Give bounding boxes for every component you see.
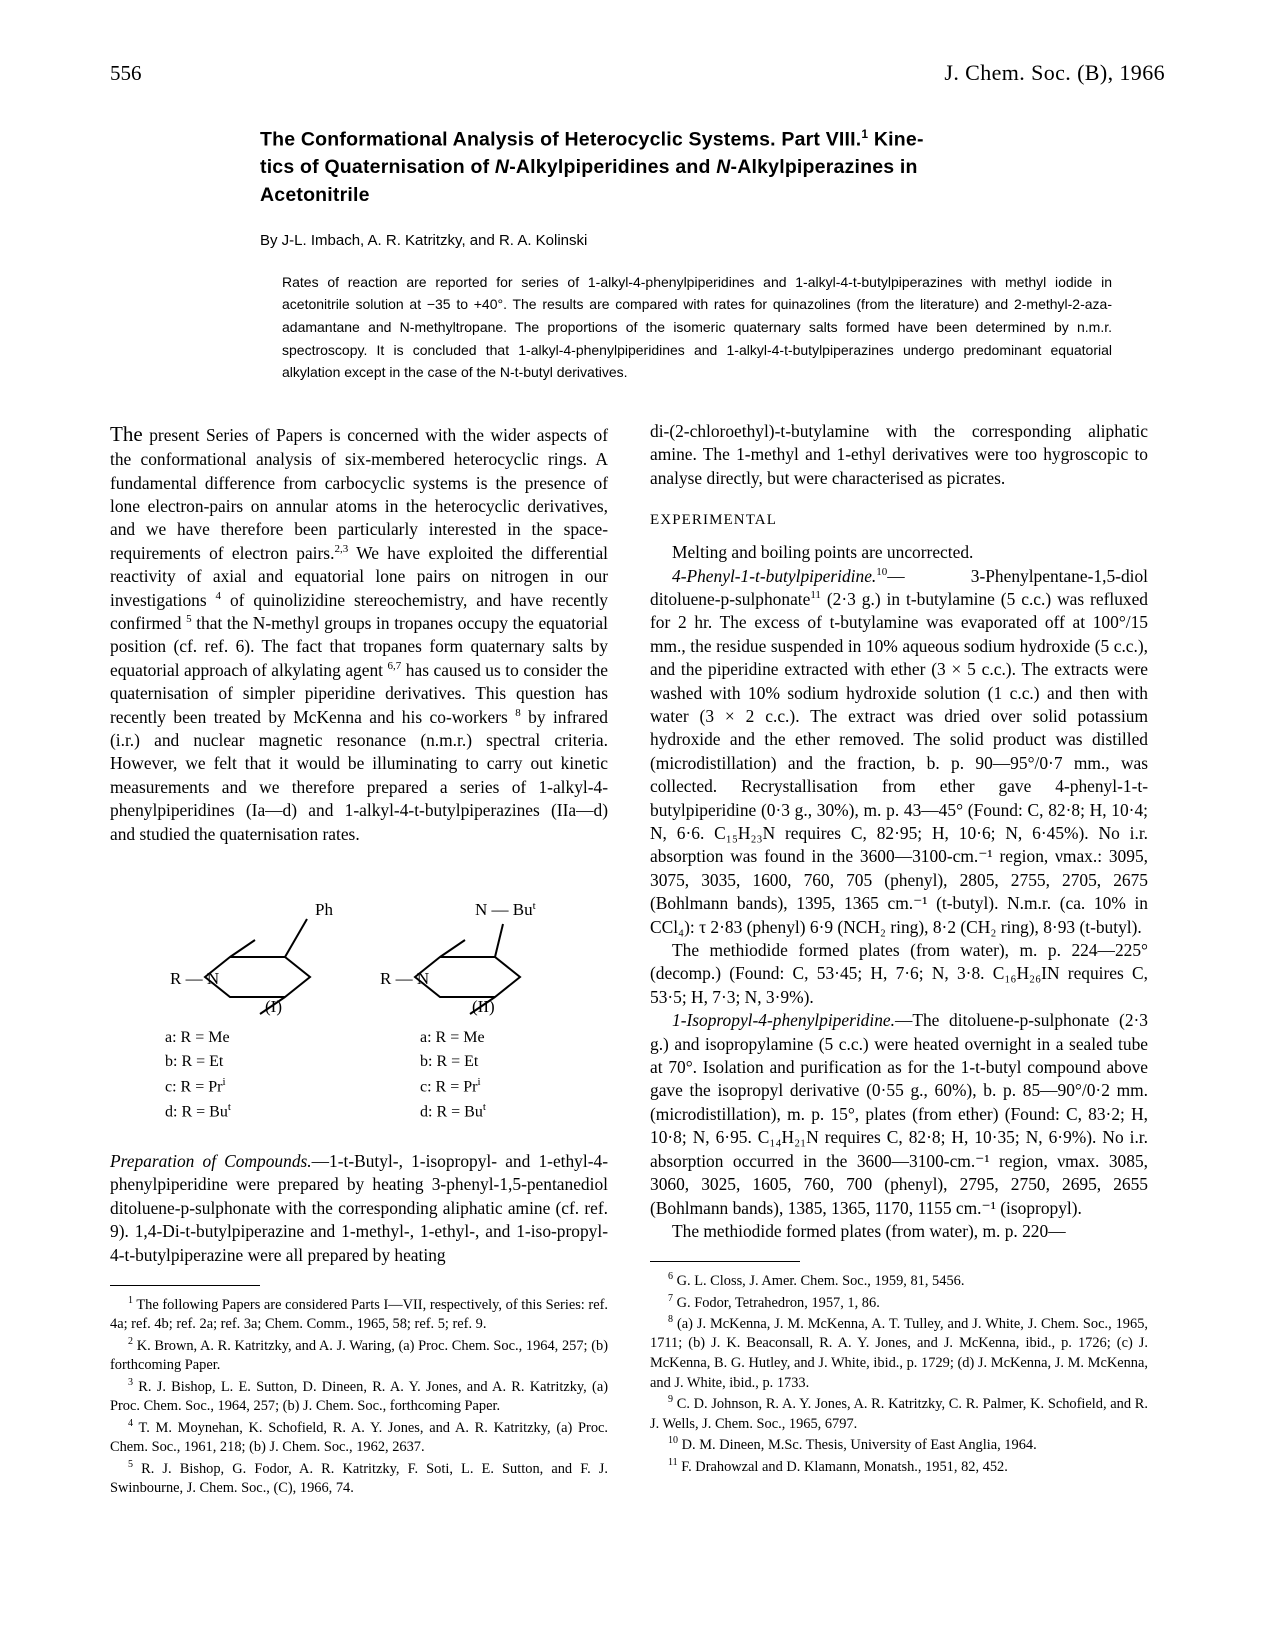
title-line2-n2: N xyxy=(716,156,731,179)
footnote-text: F. Drahowzal and D. Klamann, Monatsh., 1951, 82, 452. xyxy=(681,1458,1008,1475)
scheme-legends xyxy=(110,1026,635,1125)
label-roman-I: (I) xyxy=(265,997,282,1017)
footnote-marker: 1 xyxy=(128,1295,133,1307)
footnote xyxy=(110,1376,608,1417)
title-line1: The Conformational Analysis of Heterocyclic Systems. Part VIII. xyxy=(260,128,862,151)
legend-item xyxy=(165,1099,380,1124)
legend-key: a: xyxy=(165,1029,177,1047)
page-title xyxy=(260,126,1120,210)
byline: By J-L. Imbach, A. R. Katritzky, and R. A. Kolinski xyxy=(260,231,588,249)
legend-key: c: xyxy=(420,1078,432,1096)
title-block xyxy=(260,126,1120,384)
footnotes-right xyxy=(650,1270,1148,1477)
footnote-text: The following Papers are considered Parts I—VII, respectively, of this Series: ref. 4a; ref. 4b; ref. 2a; ref. 3a; Chem. Comm., 1965, 58; ref. 5; ref. 9. xyxy=(110,1296,608,1333)
legend-item xyxy=(420,1099,635,1124)
legend-key: c: xyxy=(165,1078,177,1096)
paragraph-preparation-text: —1-t-Butyl-, 1-isopropyl- and 1-ethyl-4-phenylpiperidine were prepared by heating 3-phenyl-1,5-pentanediol ditoluene-p-sulphonate with the corresponding aliphatic amine (cf. ref. 9). 1,4-Di-t-butylpiperazine and 1-methyl-, 1-ethyl-, and 1-iso-propyl-4-t-butylpiperazine were all prepared by heating xyxy=(110,1151,608,1265)
footnote-text: G. L. Closs, J. Amer. Chem. Soc., 1959, 81, 5456. xyxy=(676,1273,965,1290)
run-in-heading: Preparation of Compounds. xyxy=(110,1151,312,1172)
legend-value: R = Me xyxy=(435,1029,485,1047)
footnote-marker: 3 xyxy=(128,1377,133,1388)
paragraph-isopropyl-phenylpiperidine xyxy=(650,1009,1148,1220)
label-roman-II: (II) xyxy=(472,997,495,1017)
ref-marker-5: 5 xyxy=(186,613,192,626)
label-n-but: N — Bu$^t$ xyxy=(475,900,536,920)
footnote-marker: 11 xyxy=(668,1456,678,1468)
footnote xyxy=(650,1456,1148,1477)
footnote-marker: 2 xyxy=(128,1336,133,1348)
ref-marker-2-3: 2,3 xyxy=(334,542,349,555)
label-rn-left: R — N xyxy=(170,969,220,989)
label-ph: Ph xyxy=(315,900,333,920)
structure-II-substituent xyxy=(495,924,503,957)
paragraph-text: —The ditoluene-p-sulphonate (2·3 g.) and isopropylamine (5 c.c.) were heated overnight in a sealed tube at 70°. Isolation and purification as for the 1-t-butyl compound above gave the isopropyl derivative (0·55 g., 60%), b. p. 85—90°/0·2 mm. (microdistillation), m. p. 15°, plates (from ether) (Found: C, 83·2; H, 10·8; N, 6·95. C₁₄H₂₁N requires C, 82·8; H, 10·35; N, 6·9%). No i.r. absorption occurred in the 3600—3100-cm.⁻¹ region, νmax. 3085, 3060, 3025, 1605, 760, 700 (phenyl), 2795, 2750, 2695, 2655 (Bohlmann bands), 1385, 1365, 1170, 1155 cm.⁻¹ (isopropyl). xyxy=(650,1010,1148,1218)
legend-sup: t xyxy=(227,1101,231,1114)
legend-I xyxy=(165,1026,380,1125)
footnote-marker: 5 xyxy=(128,1458,133,1470)
journal-citation: J. Chem. Soc. (B), 1966 xyxy=(944,60,1165,85)
section-heading-experimental: EXPERIMENTAL xyxy=(650,512,777,529)
ref-marker-4: 4 xyxy=(215,589,222,602)
legend-key: b: xyxy=(420,1053,433,1071)
run-in-heading: 4-Phenyl-1-t-butylpiperidine. xyxy=(672,565,877,586)
footnote-marker: 7 xyxy=(668,1292,673,1304)
paragraph-text-b: (2·3 g.) in t-butylamine (5 c.c.) was refluxed for 2 hr. The excess of t-butylamine was evaporated off at 100°/15 mm., the residue suspended in 10% aqueous sodium hydroxide (5 c.c.), and the piperidine extracted with ether (3 × 5 c.c.). The extracts were washed with 10% sodium hydroxide solution (1 c.c.) and then with water (3 × 2 c.c.). The extract was dried over solid potassium hydroxide and the ether removed. The solid product was distilled (microdistillation) and the fraction, b. p. 90—95°/0·7 mm., was collected. Recrystallisation from ether gave 4-phenyl-1-t-butylpiperidine (0·3 g., 30%), m. p. 43—45° (Found: C, 82·8; H, 10·4; N, 6·6. C₁₅H₂₃N requires C, 82·95; H, 10·6; N, 6·45%). No i.r. absorption was found in the 3600—3100-cm.⁻¹ region, νmax.: 3095, 3075, 3035, 1600, 760, 705 (phenyl), 2805, 2755, 2705, 2675 (Bohlmann bands), 1395, 1365 cm.⁻¹ (t-butyl). N.m.r. (ca. 10% in CCl₄): τ 2·83 (phenyl) 6·9 (NCH₂ ring), 8·2 (CH₂ ring), 8·93 (t-butyl). xyxy=(650,588,1148,937)
legend-value: R = Me xyxy=(180,1029,230,1047)
title-line2a: tics of Quaternisation of xyxy=(260,156,495,179)
title-footnote-marker: 1 xyxy=(861,127,869,141)
footnote-marker: 4 xyxy=(128,1417,133,1429)
footnote-text: D. M. Dineen, M.Sc. Thesis, University of East Anglia, 1964. xyxy=(681,1436,1037,1453)
footnote xyxy=(110,1417,608,1458)
body-columns xyxy=(110,420,1165,1499)
footnote xyxy=(110,1294,608,1335)
ref-marker-6-7: 6,7 xyxy=(387,660,402,673)
legend-key: b: xyxy=(165,1053,178,1071)
legend-value: R = Et xyxy=(436,1053,479,1071)
footnote-text: K. Brown, A. R. Katritzky, and A. J. Waring, (a) Proc. Chem. Soc., 1964, 257; (b) forthcoming Paper. xyxy=(110,1337,608,1374)
legend-value: R = Et xyxy=(181,1053,224,1071)
paragraph-preparation xyxy=(110,1150,608,1267)
structure-I-ring xyxy=(205,940,310,1017)
paragraph-methiodide-2: The methiodide formed plates (from water), m. p. 220— xyxy=(672,1220,1066,1241)
title-line2c: -Alkylpiperazines in xyxy=(730,156,918,179)
footnote xyxy=(110,1335,608,1376)
legend-sup: i xyxy=(477,1076,481,1089)
paragraph-intro-text-e: has caused us to consider the quaternisation of simpler piperidine derivatives. This question has recently been treated by McKenna and his co-workers xyxy=(110,659,608,727)
footnote xyxy=(650,1434,1148,1455)
run-in-heading: 1-Isopropyl-4-phenylpiperidine. xyxy=(672,1010,895,1031)
paragraph-intro-text-d: that the N-methyl groups in tropanes occupy the equatorial position (cf. ref. 6). The fact that tropanes form quaternary salts by equatorial approach of alkylating agent xyxy=(110,613,608,680)
legend-key: d: xyxy=(165,1103,178,1121)
footnote xyxy=(650,1270,1148,1291)
ref-marker-8: 8 xyxy=(515,706,521,719)
paragraph-melting-points: Melting and boiling points are uncorrected. xyxy=(672,542,974,563)
footnote-marker: 8 xyxy=(668,1314,673,1326)
footnote xyxy=(650,1313,1148,1393)
legend-item xyxy=(165,1050,380,1074)
footnote xyxy=(650,1393,1148,1434)
footnote-text: R. J. Bishop, G. Fodor, A. R. Katritzky, F. Soti, L. E. Sutton, and F. J. Swinbourne, J. Chem. Soc., (C), 1966, 74. xyxy=(110,1460,608,1497)
left-column xyxy=(110,420,608,1499)
title-line1-tail: Kine- xyxy=(868,128,924,151)
legend-item xyxy=(165,1026,380,1050)
footnote-rule xyxy=(650,1261,800,1262)
footnote-marker: 9 xyxy=(668,1394,673,1406)
legend-II xyxy=(420,1026,635,1125)
paragraph-intro-text: present Series of Papers is concerned with the wider aspects of the conformational analysis of six-membered heterocyclic rings. A fundamental difference from carbocyclic systems is the presence of lone electron-pairs on annular atoms in the heterocyclic derivatives, and we have therefore been particularly interested in the space-requirements of electron pairs. xyxy=(110,424,608,563)
footnotes-left xyxy=(110,1294,608,1499)
footnote xyxy=(650,1292,1148,1313)
title-line3: Acetonitrile xyxy=(260,183,370,206)
structure-II-ring xyxy=(415,940,520,1017)
paragraph-continuation: di-(2-chloroethyl)-t-butylamine with the corresponding aliphatic amine. The 1-methyl and 1-ethyl derivatives were too hygroscopic to analyse directly, but were characterised as picrates. xyxy=(650,420,1148,488)
structure-I-substituent xyxy=(285,919,307,957)
right-column xyxy=(650,420,1148,1499)
legend-sup: i xyxy=(222,1076,226,1089)
legend-value: R = Bu xyxy=(181,1103,228,1121)
paragraph-intro xyxy=(110,420,608,846)
structure-scheme xyxy=(110,872,608,1121)
page-number: 556 xyxy=(110,61,142,85)
legend-value: R = Pr xyxy=(435,1078,478,1096)
legend-value: R = Bu xyxy=(436,1103,483,1121)
legend-key: a: xyxy=(420,1029,432,1047)
legend-sup: t xyxy=(482,1101,486,1114)
footnote-text: (a) J. McKenna, J. M. McKenna, A. T. Tulley, and J. White, J. Chem. Soc., 1965, 1711; (b) J. K. Beaconsall, R. A. Y. Jones, and J. McKenna, ibid., p. 1726; (c) J. McKenna, B. G. Hutley, and J. White, ibid., p. 1729; (d) J. McKenna, J. M. McKenna, and J. White, ibid., p. 1733. xyxy=(650,1315,1148,1391)
title-line2b: -Alkylpiperidines and xyxy=(509,156,717,179)
footnote-rule xyxy=(110,1285,260,1286)
legend-item xyxy=(420,1074,635,1099)
footnote xyxy=(110,1458,608,1499)
legend-value: R = Pr xyxy=(180,1078,223,1096)
footnote-marker: 10 xyxy=(668,1435,678,1447)
paragraph-intro-text-c: of quinolizidine stereochemistry, and have recently confirmed xyxy=(110,589,608,633)
legend-item xyxy=(420,1050,635,1074)
footnote-marker: 6 xyxy=(668,1271,673,1283)
abstract: Rates of reaction are reported for series of 1-alkyl-4-phenylpiperidines and 1-alkyl-4-t-butylpiperazines with methyl iodide in acetonitrile solution at −35 to +40°. The results are compared with rates for quinazolines (from the literature) and 2-methyl-2-aza-adamantane and N-methyltropane. The proportions of the isomeric quaternary salts formed have been determined by n.m.r. spectroscopy. It is concluded that 1-alkyl-4-phenylpiperidines and 1-alkyl-4-t-butylpiperazines undergo predominant equatorial alkylation except in the case of the N-t-butyl derivatives. xyxy=(282,273,1112,381)
footnote-text: T. M. Moynehan, K. Schofield, R. A. Y. Jones, and A. R. Katritzky, (a) Proc. Chem. Soc., 1961, 218; (b) J. Chem. Soc., 1962, 2637. xyxy=(110,1419,609,1456)
paragraph-methiodide-1: The methiodide formed plates (from water), m. p. 224—225° (decomp.) (Found: C, 53·45; H, 7·6; N, 3·8. C₁₆H₂₆IN requires C, 53·5; H, 7·3; N, 3·9%). xyxy=(650,940,1148,1007)
legend-key: d: xyxy=(420,1103,433,1121)
ref-marker-10: 10 xyxy=(876,565,888,578)
title-line2-n1: N xyxy=(494,156,510,179)
paragraph-intro-text-b: We have exploited the differential reactivity of axial and equatorial lone pairs on nitrogen in our investigations xyxy=(110,542,609,610)
paragraph-intro-text-f: by infrared (i.r.) and nuclear magnetic resonance (n.m.r.) spectral criteria. However, we felt that it would be illuminating to carry out kinetic measurements and we therefore prepared a series of 1-alkyl-4-phenylpiperidines (Ia—d) and 1-alkyl-4-t-butylpiperazines (IIa—d) and studied the quaternisation rates. xyxy=(110,706,608,844)
footnote-text: G. Fodor, Tetrahedron, 1957, 1, 86. xyxy=(676,1294,880,1311)
paragraph-phenyl-butylpiperidine xyxy=(650,565,1148,940)
label-rn-right: R — N xyxy=(380,969,430,989)
footnote-text: C. D. Johnson, R. A. Y. Jones, A. R. Katritzky, C. R. Palmer, K. Schofield, and R. J. Wells, J. Chem. Soc., 1965, 6797. xyxy=(650,1395,1148,1432)
running-head xyxy=(110,60,1165,86)
paragraph-text-a: — 3-Phenylpentane-1,5-diol ditoluene-p-sulphonate xyxy=(650,565,1148,609)
legend-item xyxy=(165,1074,380,1099)
paragraph-lead-word: The xyxy=(110,421,143,446)
legend-item xyxy=(420,1026,635,1050)
footnote-text: R. J. Bishop, L. E. Sutton, D. Dineen, R. A. Y. Jones, and A. R. Katritzky, (a) Proc. Chem. Soc., 1964, 257; (b) J. Chem. Soc., forthcoming Paper. xyxy=(110,1378,608,1415)
ref-marker-11: 11 xyxy=(810,589,821,602)
